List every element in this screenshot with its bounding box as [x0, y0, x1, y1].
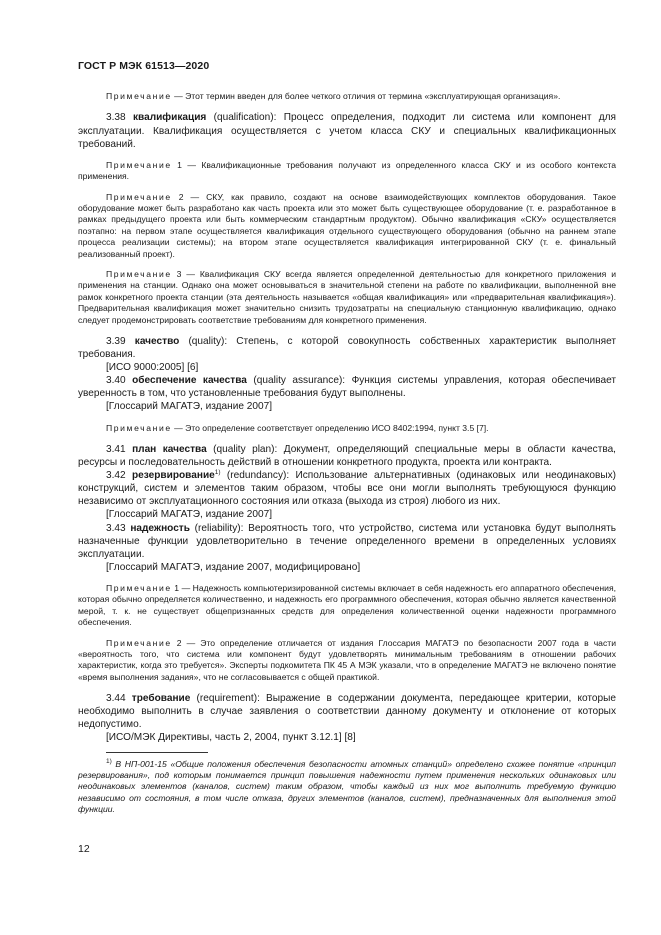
term-number: 3.44	[106, 693, 132, 705]
note-label: Примечание	[106, 191, 172, 202]
term-definition: (quality plan): Документ, определяющий специальные меры в области качества, ресурсы и последовательность действий в отношении конкретного продукта, проекта или контракта.	[78, 443, 616, 469]
footnote-marker: 1)	[106, 757, 112, 765]
page-content	[78, 91, 616, 816]
term-definition: (requirement): Выражение в содержании документа, передающее критерии, которые необходимо выполнить в случае заявления о соответствии данному документу и отклонение от которых недопустимо.	[78, 693, 617, 731]
source-ref-3-39: [ИСО 9000:2005] [6]	[106, 362, 199, 374]
note-text: 1 — Квалификационные требования получают из определенного класса СКУ и из особого контекста применения.	[78, 159, 616, 182]
note-text: — Это определение соответствует определению ИСО 8402:1994, пункт 3.5 [7].	[171, 422, 489, 433]
term-3-44	[78, 692, 616, 731]
page-number: 12	[78, 843, 90, 855]
note-3-37	[78, 91, 616, 102]
term-definition: (redundancy): Использование альтернативных (одинаковых или неодинаковых) конструкций, систем и элементов таким образом, чтобы все они могли выполнять требующуюся функцию независимо от эксплуатационного состояния или отказа (выхода из строя) любого из них.	[78, 470, 617, 508]
term-definition: (reliability): Вероятность того, что устройство, система или установка будут выполнять назначенные функции удовлетворительно в течение определенного времени в определенных условиях эксплуатации.	[78, 522, 616, 560]
note-label: Примечание	[106, 268, 172, 279]
note-3-38-3	[78, 269, 616, 326]
note-3-38-2	[78, 192, 616, 260]
term-definition: (quality): Степень, с которой совокупность собственных характеристик выполняет требования.	[78, 335, 616, 361]
note-text: 2 — Это определение отличается от издания Глоссария МАГАТЭ по безопасности 2007 года в части «вероятность того, что система или компонент будут удовлетворять минимальным требованиям в отношении рабочих характеристик, когда это требуется». Эксперты подкомитета ПК 45 А МЭК указали, что в определение МАГАТЭ не включено понятие «время выполнения задания», что не согласовывается с общей практикой.	[78, 637, 616, 682]
term-3-40	[78, 374, 616, 400]
note-label: Примечание	[106, 422, 172, 433]
note-3-40	[78, 423, 616, 434]
source-ref-3-44: [ИСО/МЭК Директивы, часть 2, 2004, пункт 3.12.1] [8]	[106, 732, 356, 744]
term-number: 3.42	[106, 470, 132, 482]
term-name: резервирование	[131, 470, 215, 482]
footnote-marker: 1)	[214, 469, 221, 477]
term-name: квалификация	[132, 112, 207, 124]
note-label: Примечание	[106, 91, 172, 101]
footnote-text: В НП-001-15 «Общие положения обеспечения безопасности атомных станций» определено схожее понятие «принцип резервирования», под которым понимается принцип повышения надежности путем применения нескольких одинаковых или неодинаковых элементов (каналов, систем) таким образом, чтобы каждый из них мог выполнить требуемую функцию независимо от состояния, в том числе отказа, других элементов (каналов, систем), предназначенных для выполнения этой функции.	[78, 758, 616, 815]
note-text: 1 — Надежность компьютеризированной системы включает в себя надежность его аппаратного обеспечения, которая обычно определяется количественно, и надежность его программного обеспечения, которая обычно является качественной мерой, т. к. не существует общепризнанных средств для определения количественной оценки надежности программного обеспечения.	[78, 582, 616, 628]
note-text: — Этот термин введен для более четкого отличия от термина «эксплуатирующая организация».	[171, 91, 561, 101]
term-number: 3.40	[106, 375, 133, 387]
term-name: надежность	[130, 522, 190, 534]
note-3-43-2	[78, 638, 616, 684]
doc-header: ГОСТ Р МЭК 61513—2020	[78, 60, 210, 72]
source-ref-3-40: [Глоссарий МАГАТЭ, издание 2007]	[106, 401, 273, 413]
note-text: 3 — Квалификация СКУ всегда является определенной деятельностью для конкретного приложения и применения на станции. Однако она может основываться в значительной степени на работе по квалификации, выполненной вне рамок конкретного проекта станции (эта деятельность называется «общая квалификация» или «предварительная квалификация»). Предварительная квалификация может значительно снизить трудозатраты на специальную станционную квалификацию, однако следует продемонстрировать соответствие требованиям для конкретного применения.	[78, 268, 616, 325]
footnote-divider	[106, 752, 208, 753]
term-3-43	[78, 522, 616, 561]
term-definition: (qualification): Процесс определения, подходит ли система или компонент для эксплуатации. Квалификация осуществляется с учетом класса СКУ и специальных квалификационных требований.	[78, 112, 617, 150]
source-ref-3-43: [Глоссарий МАГАТЭ, издание 2007, модифицировано]	[106, 561, 361, 573]
note-label: Примечание	[106, 637, 172, 648]
term-definition: (quality assurance): Функция системы управления, которая обеспечивает уверенность в том, что установленные требования будут выполнены.	[78, 375, 616, 400]
note-label: Примечание	[106, 159, 172, 170]
source-ref-3-42: [Глоссарий МАГАТЭ, издание 2007]	[106, 509, 273, 521]
term-name: требование	[131, 693, 191, 705]
note-text: 2 — СКУ, как правило, создают на основе взаимодействующих комплектов оборудования. Такое оборудование может быть разработано как часть проекта или это может быть существующее оборудование (т. е. разработанное в рамках предыдущего проекта или быть коммерческим стандартным продуктом). Обычно квалификация «СКУ» осуществляется поэтапно: на первом этапе осуществляется квалификация отдельного существующего оборудования (обычно на раннем этапе процесса реализации системы); на втором этапе осуществляется квалификация интегрированной СКУ (т. е. финальный реализованный проект).	[78, 191, 616, 259]
term-3-42	[78, 469, 616, 508]
term-number: 3.38	[106, 112, 133, 124]
term-number: 3.43	[106, 522, 131, 534]
note-3-43-1	[78, 583, 616, 629]
term-name: план качества	[132, 443, 207, 455]
term-name: обеспечение качества	[132, 375, 247, 387]
term-number: 3.39	[106, 335, 135, 347]
term-name: качество	[134, 335, 180, 347]
note-label: Примечание	[106, 582, 172, 593]
term-3-38	[78, 111, 616, 150]
footnote	[78, 759, 616, 816]
term-3-41	[78, 443, 616, 469]
term-number: 3.41	[106, 443, 133, 455]
term-3-39	[78, 335, 616, 361]
note-3-38-1	[78, 160, 616, 183]
